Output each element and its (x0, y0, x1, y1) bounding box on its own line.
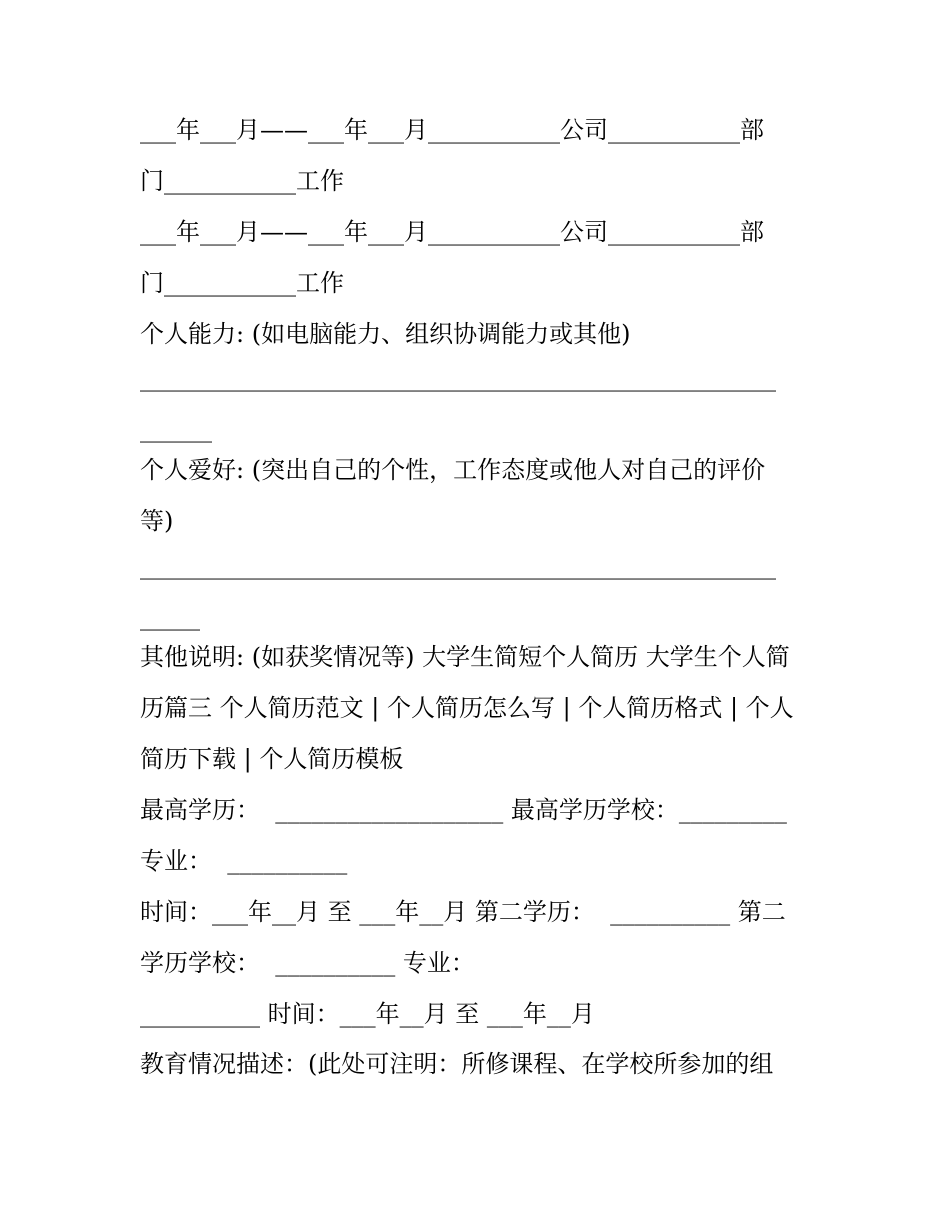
work-history-line-4: 门___________工作 (140, 269, 344, 297)
abilities-blank-line-1: _____________________________________________________ (140, 364, 776, 392)
abilities-label: 个人能力: (如电脑能力、组织协调能力或其他) (140, 320, 631, 348)
other-notes-line-1: 其他说明: (如获奖情况等) 大学生简短个人简历 大学生个人简 (140, 643, 790, 671)
work-history-line-1: ___年___月——___年___月___________公司___________部 (140, 116, 764, 144)
other-notes-line-3: 简历下载 | 个人简历模板 (140, 745, 404, 773)
hobbies-label-cont: 等) (140, 507, 174, 535)
other-notes-line-2: 历篇三 个人简历范文 | 个人简历怎么写 | 个人简历格式 | 个人 (140, 694, 794, 722)
hobbies-blank-line-2: _____ (140, 603, 200, 631)
highest-degree-line: 最高学历： ___________________ 最高学历学校：_________ (140, 796, 787, 824)
major-line: 专业： __________ (140, 847, 348, 875)
hobbies-blank-line-1: _____________________________________________________ (140, 552, 776, 580)
work-history-line-3: ___年___月——___年___月___________公司___________部 (140, 218, 764, 246)
education-description-line: 教育情况描述：(此处可注明：所修课程、在学校所参加的组 (140, 1050, 774, 1078)
abilities-blank-line-2: ______ (140, 415, 212, 443)
second-degree-school-line: 学历学校： __________ 专业： (140, 949, 475, 977)
hobbies-label: 个人爱好: (突出自己的个性，工作态度或他人对自己的评价 (140, 456, 766, 484)
second-degree-time-line: __________ 时间：___年__月 至 ___年__月 (140, 1000, 595, 1028)
second-degree-line: 时间：___年__月 至 ___年__月 第二学历： __________ 第二 (140, 898, 786, 926)
work-history-line-2: 门___________工作 (140, 167, 344, 195)
